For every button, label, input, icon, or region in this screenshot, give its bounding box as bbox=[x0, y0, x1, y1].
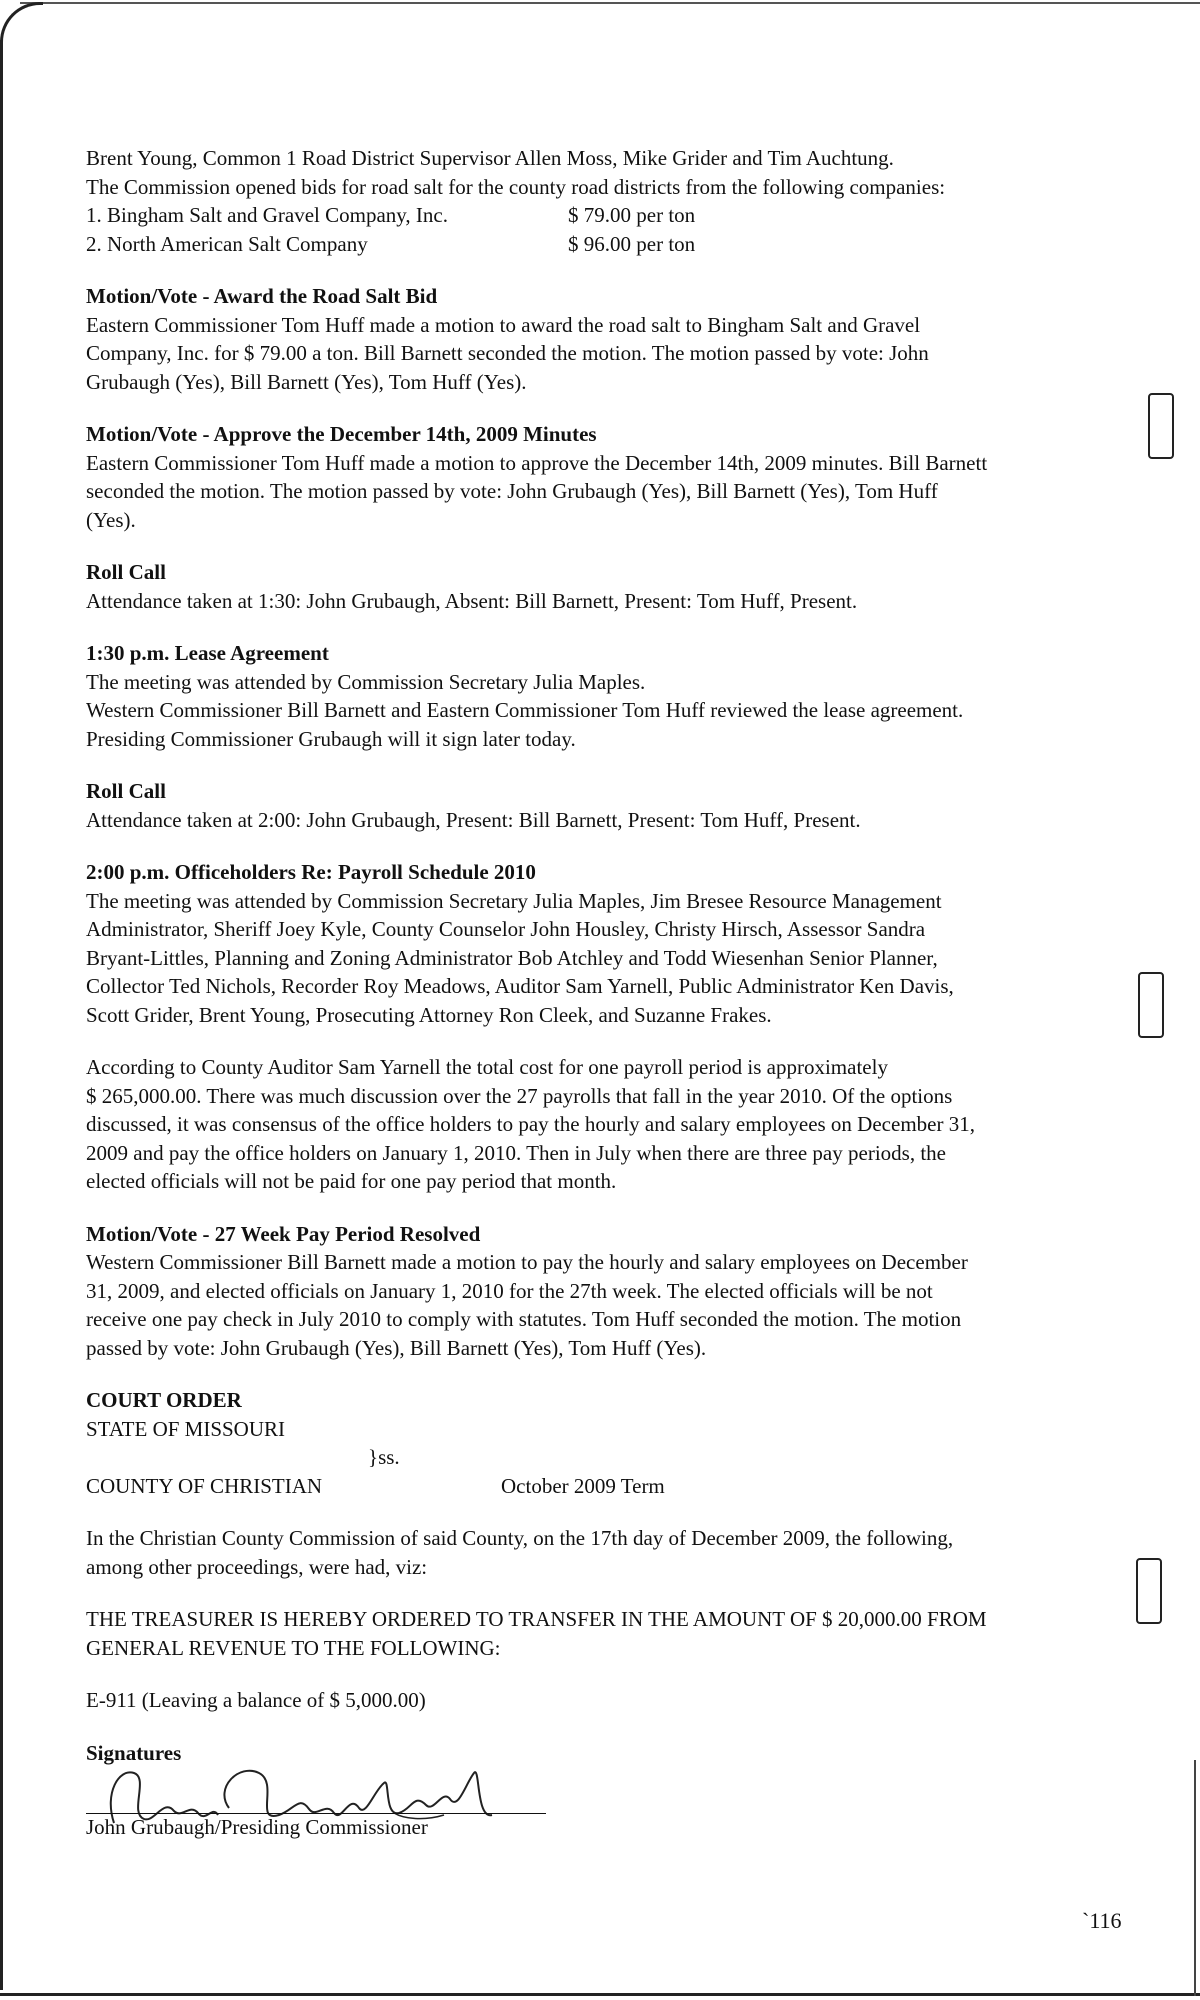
body-line: receive one pay check in July 2010 to comply with statutes. Tom Huff seconded the motion. The motion bbox=[86, 1307, 962, 1331]
term-label: October 2009 Term bbox=[501, 1473, 665, 1498]
body-line: Scott Grider, Brent Young, Prosecuting Attorney Ron Cleek, and Suzanne Frakes. bbox=[86, 1002, 772, 1027]
ss-brace: }ss. bbox=[368, 1445, 400, 1469]
body-line: passed by vote: John Grubaugh (Yes), Bill Barnett (Yes), Tom Huff (Yes). bbox=[86, 1335, 707, 1360]
body-line: Presiding Commissioner Grubaugh will it sign later today. bbox=[86, 726, 576, 751]
scan-border-left bbox=[0, 40, 3, 1990]
scan-border-corner bbox=[0, 2, 43, 65]
page-number: `116 bbox=[1082, 1908, 1122, 1933]
body-line: Attendance taken at 2:00: John Grubaugh, Present: Bill Barnett, Present: Tom Huff, Present. bbox=[86, 807, 861, 832]
signatures-heading: Signatures bbox=[86, 1740, 182, 1765]
body-line: discussed, it was consensus of the office holders to pay the hourly and salary employees on December 31, bbox=[86, 1112, 975, 1136]
court-order-heading: COURT ORDER bbox=[86, 1388, 242, 1412]
county-row bbox=[86, 1472, 1116, 1501]
minutes-body bbox=[86, 144, 1116, 1877]
intro-line: The Commission opened bids for road salt for the county road districts from the following companies: bbox=[86, 174, 946, 199]
bid-row bbox=[86, 201, 1116, 230]
body-line: According to County Auditor Sam Yarnell the total cost for one payroll period is approximately bbox=[86, 1055, 888, 1079]
body-line: $ 265,000.00. There was much discussion over the 27 payrolls that fall in the year 2010. Of the options bbox=[86, 1083, 953, 1108]
state-line: STATE OF MISSOURI bbox=[86, 1416, 286, 1441]
order-item: E-911 (Leaving a balance of $ 5,000.00) bbox=[86, 1688, 426, 1712]
body-line: In the Christian County Commission of said County, on the 17th day of December 2009, the following, bbox=[86, 1526, 954, 1550]
section-heading: 2:00 p.m. Officeholders Re: Payroll Schedule 2010 bbox=[86, 860, 536, 884]
order-line: GENERAL REVENUE TO THE FOLLOWING: bbox=[86, 1635, 501, 1660]
body-line: Eastern Commissioner Tom Huff made a motion to award the road salt to Bingham Salt and Gravel bbox=[86, 312, 921, 337]
binder-hole bbox=[1138, 972, 1164, 1038]
intro-line: Brent Young, Common 1 Road District Supervisor Allen Moss, Mike Grider and Tim Auchtung. bbox=[86, 146, 894, 170]
body-line: Company, Inc. for $ 79.00 a ton. Bill Barnett seconded the motion. The motion passed by vote: John bbox=[86, 341, 929, 365]
body-line: The meeting was attended by Commission Secretary Julia Maples. bbox=[86, 669, 646, 694]
body-line: The meeting was attended by Commission Secretary Julia Maples, Jim Bresee Resource Management bbox=[86, 888, 942, 913]
body-line: seconded the motion. The motion passed by vote: John Grubaugh (Yes), Bill Barnett (Yes), Tom Huff bbox=[86, 479, 938, 503]
section-heading: 1:30 p.m. Lease Agreement bbox=[86, 641, 329, 665]
body-line: Bryant-Littles, Planning and Zoning Administrator Bob Atchley and Todd Wiesenhan Senior Planner, bbox=[86, 945, 938, 970]
body-line: Grubaugh (Yes), Bill Barnett (Yes), Tom Huff (Yes). bbox=[86, 369, 527, 394]
body-line: Western Commissioner Bill Barnett and Eastern Commissioner Tom Huff reviewed the lease agreement. bbox=[86, 698, 964, 722]
body-line: Eastern Commissioner Tom Huff made a motion to approve the December 14th, 2009 minutes. Bill Barnett bbox=[86, 450, 988, 475]
section-heading: Motion/Vote - 27 Week Pay Period Resolved bbox=[86, 1221, 481, 1246]
body-line: 2009 and pay the office holders on January 1, 2010. Then in July when there are three pay periods, the bbox=[86, 1140, 946, 1165]
bid-price: $ 96.00 per ton bbox=[568, 231, 696, 256]
body-line: Attendance taken at 1:30: John Grubaugh, Absent: Bill Barnett, Present: Tom Huff, Present. bbox=[86, 588, 858, 613]
scan-border-bottom bbox=[0, 1993, 1200, 1996]
section-heading: Roll Call bbox=[86, 560, 166, 584]
section-heading: Motion/Vote - Award the Road Salt Bid bbox=[86, 284, 438, 308]
binder-hole bbox=[1136, 1558, 1162, 1624]
binder-hole bbox=[1148, 393, 1174, 459]
scan-border-right bbox=[1194, 1760, 1196, 1996]
bid-company: 1. Bingham Salt and Gravel Company, Inc. bbox=[86, 203, 448, 227]
body-line: (Yes). bbox=[86, 507, 136, 532]
section-heading: Roll Call bbox=[86, 779, 166, 803]
signature-block bbox=[86, 1767, 1116, 1877]
body-line: 31, 2009, and elected officials on January 1, 2010 for the 27th week. The elected officials will be not bbox=[86, 1278, 933, 1303]
section-heading: Motion/Vote - Approve the December 14th, 2009 Minutes bbox=[86, 422, 597, 446]
body-line: Administrator, Sheriff Joey Kyle, County Counselor John Housley, Christy Hirsch, Assessor Sandra bbox=[86, 917, 926, 941]
scan-border-top bbox=[20, 2, 1200, 4]
body-line: Collector Ted Nichols, Recorder Roy Meadows, Auditor Sam Yarnell, Public Administrator Ken Davis, bbox=[86, 974, 954, 998]
county-name: COUNTY OF CHRISTIAN bbox=[86, 1473, 323, 1498]
body-line: elected officials will not be paid for one pay period that month. bbox=[86, 1169, 617, 1193]
bid-company: 2. North American Salt Company bbox=[86, 231, 368, 256]
body-line: Western Commissioner Bill Barnett made a motion to pay the hourly and salary employees on December bbox=[86, 1250, 968, 1274]
order-line: THE TREASURER IS HEREBY ORDERED TO TRANSFER IN THE AMOUNT OF $ 20,000.00 FROM bbox=[86, 1607, 987, 1631]
bid-row bbox=[86, 230, 1116, 259]
signature-caption: John Grubaugh/Presiding Commissioner bbox=[86, 1815, 428, 1839]
ss-row bbox=[86, 1443, 1116, 1472]
bid-price: $ 79.00 per ton bbox=[568, 203, 696, 227]
body-line: among other proceedings, were had, viz: bbox=[86, 1554, 428, 1579]
